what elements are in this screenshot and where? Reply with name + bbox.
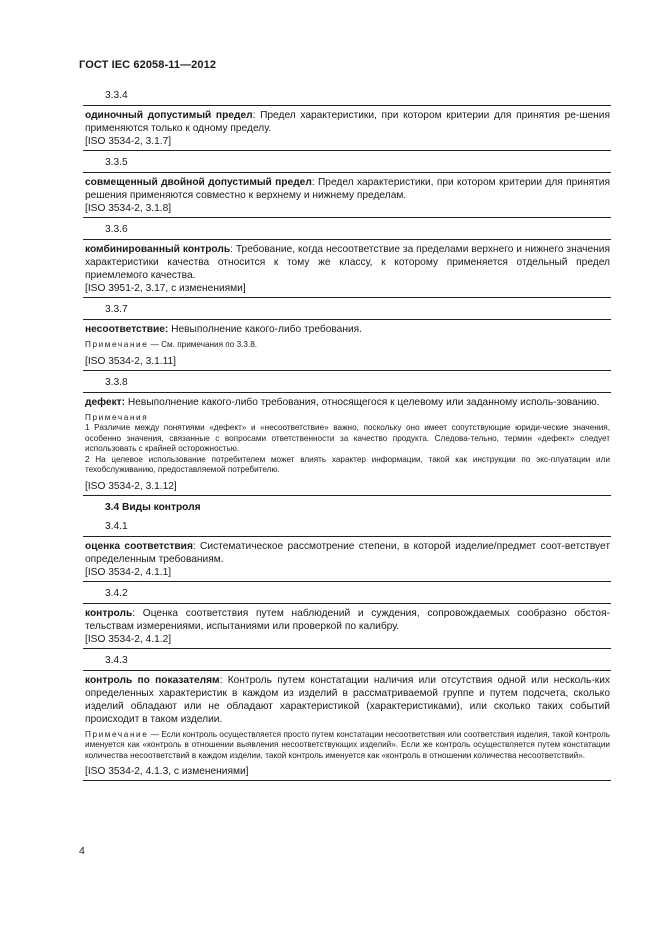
definition: : Оценка соответствия путем наблюдений и суждения, сопровождаемых сообразно обстоя-тельствам измерениями, испытаниями или проверкой по калибру. xyxy=(85,607,610,632)
term-entry xyxy=(83,392,611,496)
definition: Невыполнение какого-либо требования, относящегося к целевому или заданному исполь-зованию. xyxy=(125,396,600,408)
source-reference: [ISO 3534-2, 3.1.7] xyxy=(85,136,172,147)
source-reference: [ISO 3534-2, 3.1.12] xyxy=(85,480,177,492)
document-body xyxy=(83,89,611,786)
term: несоответствие: xyxy=(85,324,169,335)
clause-number: 3.3.8 xyxy=(105,376,128,388)
definition: : Контроль путем констатации наличия или отсутствия одной или несколь-ких определенных характеристик в каждом из изделий в рассматриваемой группе и путем подсчета, сколько изделий обладают или не обладают характеристикой (характеристиками), или сколько таких событий происходит в таком изделии. xyxy=(85,674,610,725)
definition-text xyxy=(85,323,610,336)
note-text: — См. примечания по 3.3.8. xyxy=(148,340,258,349)
note-block xyxy=(85,340,610,351)
definition-text xyxy=(85,109,610,135)
term-entry xyxy=(83,670,611,782)
note xyxy=(85,730,610,762)
note-item: 1 Различие между понятиями «дефект» и «несоответствие» важно, поскольку оно имеет сопутствующие юриди-ческие значения, особенно значения, связанные с вопросами ответственности за качество продукта. Следова-тельно, термин «дефект» следует использовать с крайней осторожностью. xyxy=(85,423,610,453)
clause-number: 3.3.6 xyxy=(105,224,128,235)
clause-number: 3.4.2 xyxy=(105,587,128,599)
source-reference: [ISO 3534-2, 4.1.1] xyxy=(85,566,172,578)
term: контроль xyxy=(85,607,133,619)
note-item: 2 На целевое использование потребителем может влиять характер информации, такой как инструкции по экс-плуатации или техобслуживанию, предоставляемой потребителю. xyxy=(85,454,610,474)
clause-number: 3.3.4 xyxy=(105,90,128,101)
definition-text xyxy=(85,396,610,409)
definition-text xyxy=(85,674,610,726)
term-entry xyxy=(83,105,611,151)
source-reference: [ISO 3534-2, 3.1.8] xyxy=(85,203,172,214)
definition-text xyxy=(85,540,610,566)
term-entry xyxy=(83,172,611,218)
term-entry xyxy=(83,536,611,582)
definition: Невыполнение какого-либо требования. xyxy=(168,324,363,335)
note xyxy=(85,340,610,351)
definition-text xyxy=(85,176,610,202)
term: оценка соответствия xyxy=(85,540,193,552)
source-reference: [ISO 3951-2, 3.17, с изменениями] xyxy=(85,283,246,294)
source-reference: [ISO 3534-2, 4.1.2] xyxy=(85,633,172,645)
note-label: Примечание xyxy=(85,340,149,349)
source-reference: [ISO 3534-2, 4.1.3, с изменениями] xyxy=(85,766,249,777)
term-entry xyxy=(83,319,611,371)
term: контроль по показателям xyxy=(85,674,220,686)
document-header: ГОСТ IEC 62058-11—2012 xyxy=(79,59,217,71)
definition-text xyxy=(85,607,610,633)
clause-number: 3.4.3 xyxy=(105,654,128,666)
term-entry xyxy=(83,603,611,649)
page-number: 4 xyxy=(79,845,85,857)
definition: : Систематическое рассмотрение степени, в которой изделие/предмет соот-ветствует определенным требованиям. xyxy=(85,540,610,565)
definition: : Предел характеристики, при котором критерии для принятия решения применяются совместно к верхнему и нижнему пределам. xyxy=(85,177,611,201)
term: одиночный допустимый предел xyxy=(85,110,253,121)
notes-label: Примечания xyxy=(85,412,149,422)
notes-block xyxy=(85,413,610,476)
note-label: Примечание xyxy=(85,729,149,739)
clause-number: 3.4.1 xyxy=(105,520,128,532)
term-entry xyxy=(83,239,611,298)
definition: : Требование, когда несоответствие за пределами верхнего и нижнего значения характеристики качества относится к тому же классу, к которому применяется отдельный предел приемлемого качества. xyxy=(85,244,610,281)
source-reference: [ISO 3534-2, 3.1.11] xyxy=(85,355,176,367)
term: дефект: xyxy=(85,396,126,408)
term: комбинированный контроль xyxy=(85,244,231,255)
section-title: 3.4 Виды контроля xyxy=(105,501,201,513)
note-text: — Если контроль осуществляется просто путем констатации несоответствия или соответствия изделия, такой контроль именуется как «контроль в отношении выявления несоответствующих изделий». Если же контроль осуществляется путем констатации количества несоответствий в каждом изделии, такой контроль именуется как «контроль в отношении количества несоответствий». xyxy=(85,729,610,760)
clause-number: 3.3.5 xyxy=(105,157,128,168)
term: совмещенный двойной допустимый предел xyxy=(85,177,312,188)
definition-text xyxy=(85,243,610,282)
note-block xyxy=(85,730,610,762)
definition: : Предел характеристики, при котором критерии для принятия ре-шения применяются только к одному пределу. xyxy=(85,110,610,134)
clause-number: 3.3.7 xyxy=(105,304,128,315)
